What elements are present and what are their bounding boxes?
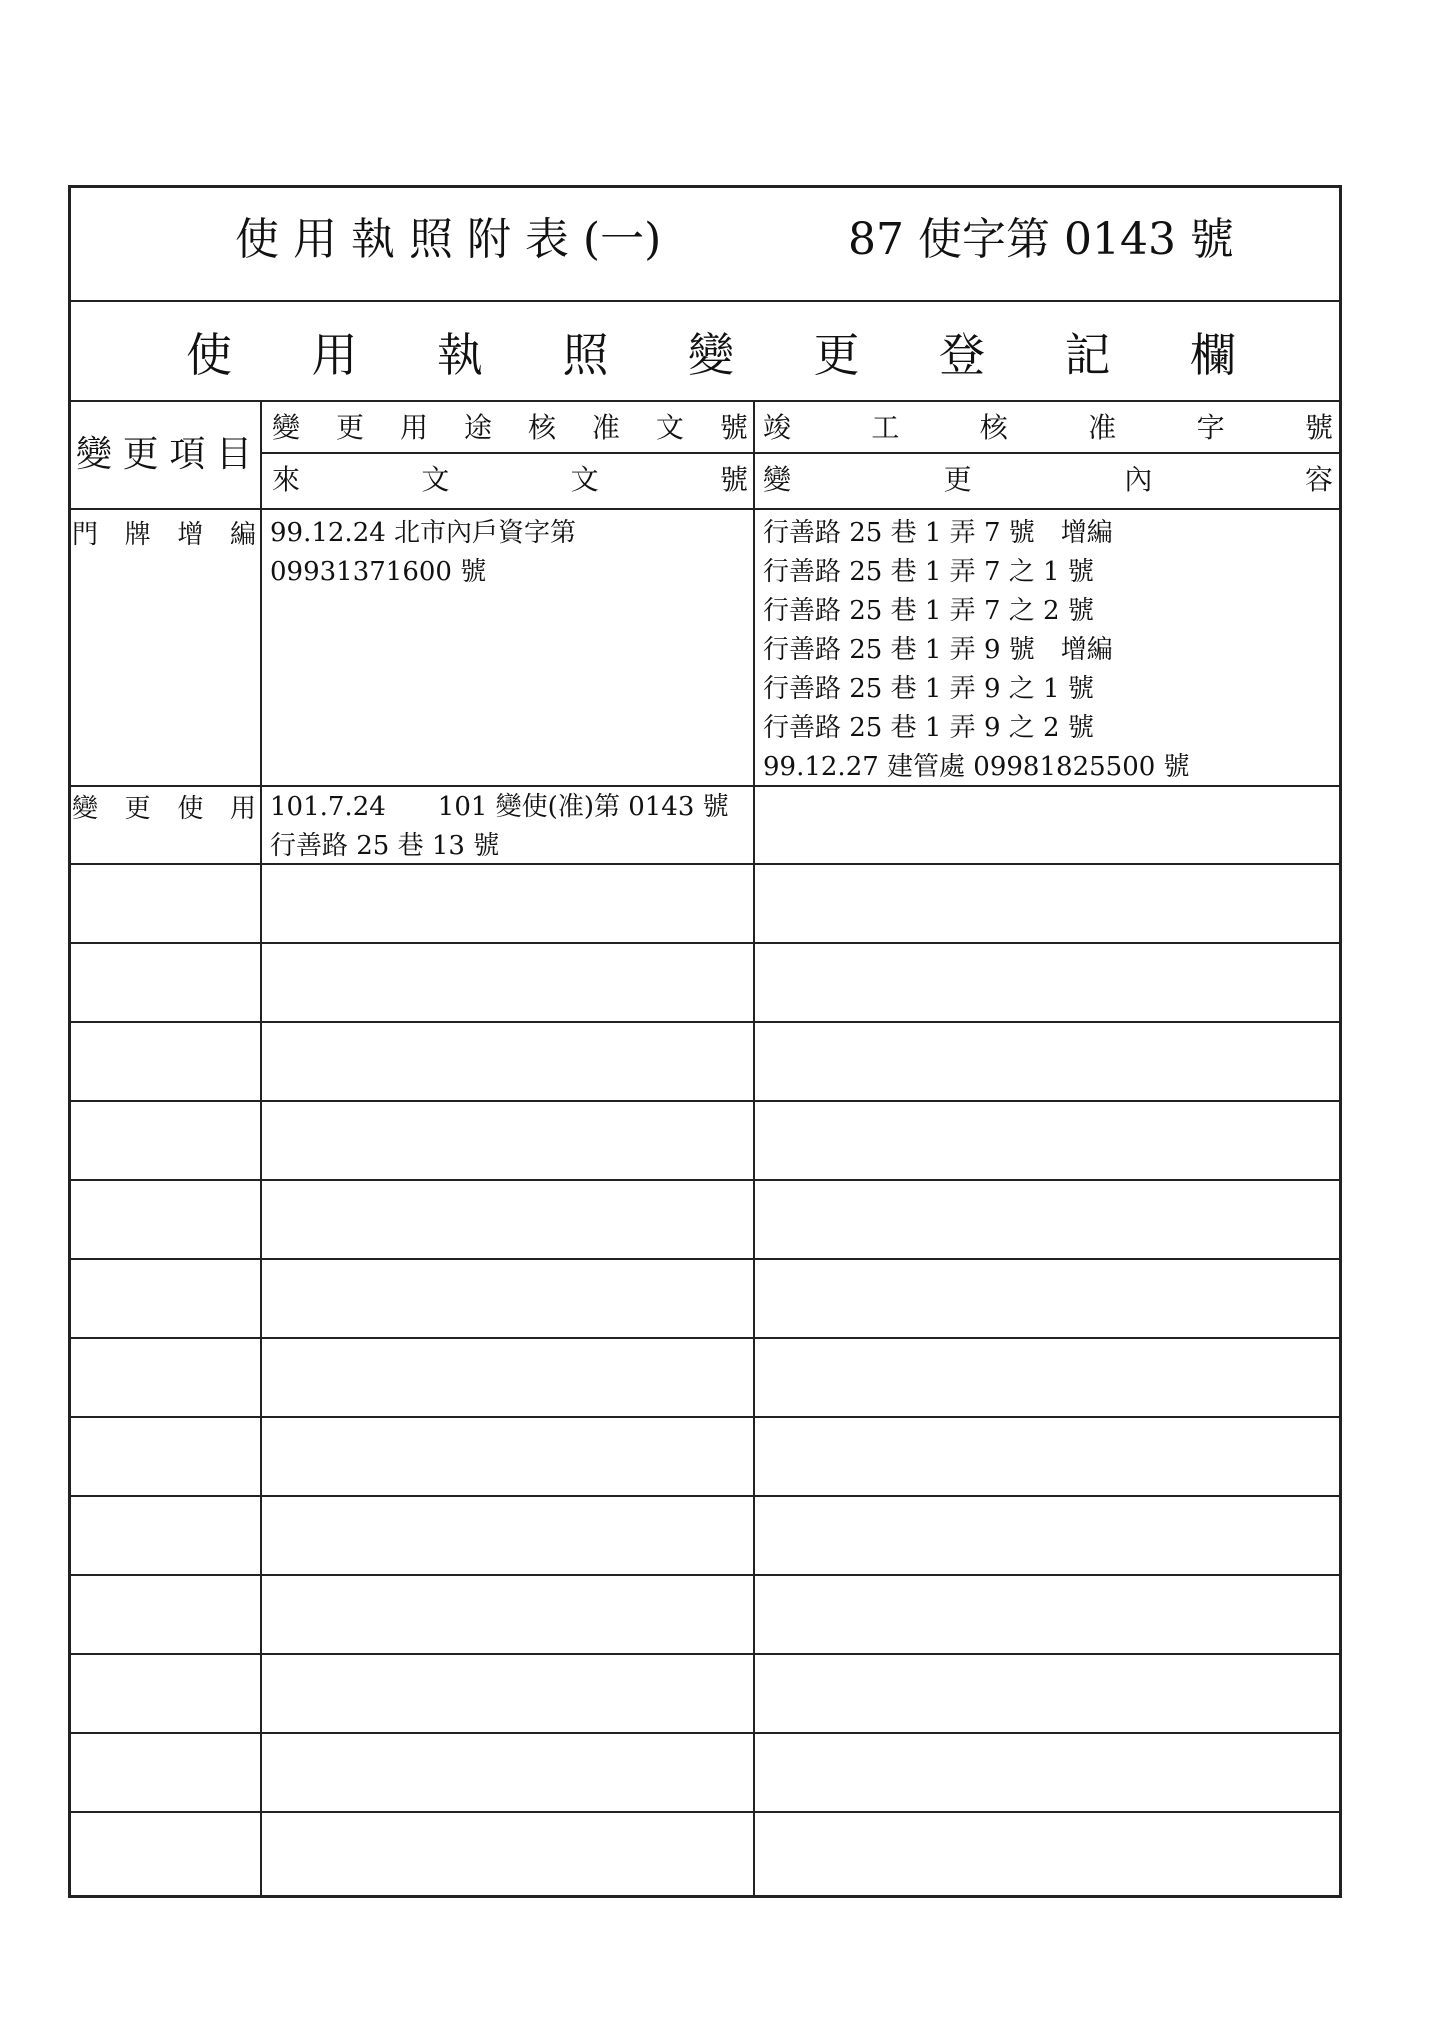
- row-item: [72, 796, 256, 822]
- header-change-content: [763, 463, 1333, 496]
- column-divider: [753, 400, 755, 1898]
- header-char: 字: [1196, 411, 1225, 444]
- section-title-char: 變: [688, 328, 734, 382]
- header-char: 容: [1304, 463, 1333, 496]
- header-char: 更: [335, 411, 364, 444]
- row-divider: [68, 1179, 1342, 1181]
- header-char: 項: [169, 434, 206, 475]
- row-doc: [270, 788, 729, 866]
- row-divider: [68, 1416, 1342, 1418]
- section-title-char: 登: [939, 328, 985, 382]
- row-divider: [68, 1574, 1342, 1576]
- header-approval-doc: [272, 411, 748, 444]
- content-line: 行善路 25 巷 1 弄 9 之 2 號: [763, 713, 1094, 743]
- section-title-char: 欄: [1190, 328, 1236, 382]
- header-char: 用: [399, 411, 428, 444]
- row-divider: [68, 1337, 1342, 1339]
- doc-line: 09931371600 號: [270, 557, 487, 587]
- content-line: 99.12.27 建管處 09981825500 號: [763, 752, 1190, 782]
- section-title-char: 記: [1064, 328, 1111, 382]
- content-line: 行善路 25 巷 1 弄 9 之 1 號: [763, 674, 1094, 704]
- header-char: 核: [527, 411, 556, 444]
- item-char: 變: [72, 794, 99, 824]
- form-title-prefix: 使 用 執 照 附 表 (一): [235, 214, 662, 265]
- row-divider: [68, 1258, 1342, 1260]
- item-char: 門: [72, 520, 99, 550]
- header-char: 內: [1124, 463, 1153, 496]
- row-divider: [68, 1811, 1342, 1813]
- section-title-char: 使: [186, 328, 232, 382]
- header-char: 目: [215, 434, 252, 475]
- row-divider: [68, 785, 1342, 787]
- license-number: 87 使字第 0143 號: [848, 214, 1234, 265]
- header-char: 更: [122, 434, 159, 475]
- header-completion-no: [763, 411, 1333, 444]
- header-char: 號: [719, 463, 748, 496]
- header-incoming-doc: [272, 463, 748, 496]
- header-char: 准: [591, 411, 620, 444]
- header-char: 號: [719, 411, 748, 444]
- header-char: 工: [871, 411, 900, 444]
- section-title-char: 執: [437, 328, 483, 382]
- item-char: 更: [124, 794, 151, 824]
- header-char: 更: [943, 463, 972, 496]
- item-char: 使: [177, 794, 204, 824]
- header-char: 途: [463, 411, 492, 444]
- row-divider: [68, 1021, 1342, 1023]
- section-title: [186, 328, 1236, 382]
- header-char: 核: [979, 411, 1008, 444]
- doc-line: 101.7.24 101 變使(准)第 0143 號: [270, 792, 729, 822]
- content-line: 行善路 25 巷 1 弄 7 號 增編: [763, 518, 1113, 548]
- row-item: [72, 522, 256, 548]
- row-divider: [68, 1100, 1342, 1102]
- header-char: 變: [272, 411, 301, 444]
- section-title-char: 照: [562, 328, 609, 382]
- header-char: 文: [570, 463, 599, 496]
- content-line: 行善路 25 巷 1 弄 9 號 增編: [763, 635, 1113, 665]
- row-doc: [270, 514, 576, 592]
- header-split: [260, 452, 1342, 454]
- row-divider: [68, 942, 1342, 944]
- doc-line: 99.12.24 北市內戶資字第: [270, 518, 577, 548]
- header-char: 變: [763, 463, 792, 496]
- divider: [68, 300, 1342, 302]
- column-divider: [260, 400, 262, 1898]
- content-line: 行善路 25 巷 1 弄 7 之 2 號: [763, 596, 1094, 626]
- header-char: 竣: [763, 411, 792, 444]
- header-char: 文: [655, 411, 684, 444]
- header-char: 號: [1304, 411, 1333, 444]
- item-char: 用: [229, 794, 256, 824]
- section-title-char: 更: [813, 328, 860, 382]
- item-char: 增: [177, 520, 204, 550]
- row-divider: [68, 1732, 1342, 1734]
- header-char: 准: [1088, 411, 1117, 444]
- row-content: [763, 514, 1190, 787]
- section-title-char: 用: [311, 328, 358, 382]
- header-bottom: [68, 508, 1342, 510]
- header-char: 來: [272, 463, 301, 496]
- header-char: 文: [421, 463, 450, 496]
- item-char: 編: [229, 520, 256, 550]
- header-change-item: [76, 434, 252, 475]
- item-char: 牌: [124, 520, 151, 550]
- row-divider: [68, 1495, 1342, 1497]
- form-title: [235, 214, 662, 265]
- doc-line: 行善路 25 巷 13 號: [270, 831, 500, 861]
- row-divider: [68, 1653, 1342, 1655]
- row-divider: [68, 863, 1342, 865]
- content-line: 行善路 25 巷 1 弄 7 之 1 號: [763, 557, 1094, 587]
- header-char: 變: [76, 434, 113, 475]
